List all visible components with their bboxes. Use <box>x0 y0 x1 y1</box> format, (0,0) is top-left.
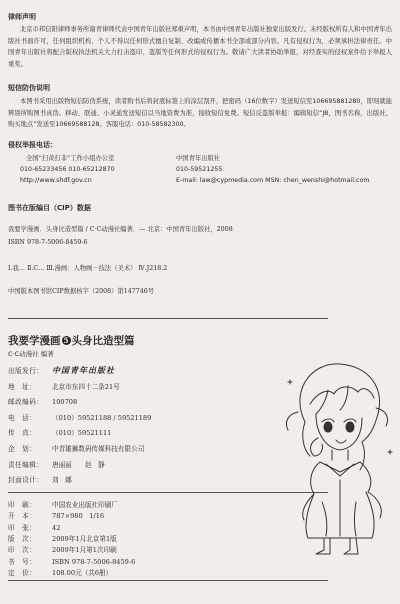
report-org: 全国“扫黄打非”工作小组办公室 <box>26 155 115 162</box>
info-row <box>8 510 104 520</box>
info-value: ISBN 978-7-5006-8459-6 <box>52 557 136 566</box>
book-author: C·C动漫社 编著 <box>8 350 54 358</box>
info-row <box>8 412 151 422</box>
volume-number-badge: 5 <box>62 336 71 345</box>
info-label: 印 张： <box>8 523 37 532</box>
divider <box>8 580 328 581</box>
cip-line4: 中国版本图书馆CIP数据核字（2008）第147746号 <box>8 288 155 295</box>
info-value: 刘 娜 <box>52 476 72 485</box>
book-title-main: 我要学漫画 <box>8 335 61 347</box>
info-label: 传 真： <box>8 429 37 438</box>
info-label: 版 次： <box>8 534 37 543</box>
info-row <box>8 556 135 566</box>
info-row <box>8 396 77 406</box>
info-value: 42 <box>52 523 61 532</box>
info-row <box>8 459 105 469</box>
info-label: 责任编辑： <box>8 460 44 469</box>
info-label: 印 刷： <box>8 501 37 509</box>
anti-fake-heading: 短信防伪说明 <box>8 84 50 92</box>
info-row <box>8 544 117 554</box>
divider <box>8 318 328 319</box>
book-subtitle: 头身比造型篇 <box>71 335 135 347</box>
book-title <box>8 333 135 348</box>
manga-girl-illustration <box>270 352 400 557</box>
info-row <box>8 499 118 509</box>
publisher-name: 中国青年出版社 <box>176 155 221 162</box>
info-value: （010）59521111 <box>52 429 112 438</box>
info-value: 100708 <box>52 398 78 407</box>
legal-text: 北京市邦信阳律师事务所谢青律师代表中国青年出版社郑重声明，本书由中国青年出版社独家出版发行。未经版权所有人和中国青年出版社书面许可，任何组织机构、个人不得以任何形式擅自复制、改编或传播本书全部或部分内容。凡有侵权行为，必须承担法律责任。中国青年出版社将配合版权执法机关大力打击盗印、盗版等任何形式的侵权行为。敬请广大读者协助举报，对经查实的侵权案件给予举报人重奖。 <box>8 26 392 68</box>
cip-line3: Ⅰ.我… Ⅱ.C… Ⅲ.漫画：人物画－技法（美术） Ⅳ.J218.2 <box>8 265 168 272</box>
info-row <box>8 567 112 577</box>
info-row <box>8 443 144 453</box>
info-label: 书 号： <box>8 557 37 566</box>
info-label: 邮政编码： <box>8 398 44 407</box>
info-value: （010）59521188 / 59521189 <box>52 413 152 422</box>
info-value: 中青雄狮数码传媒科技有限公司 <box>52 445 145 453</box>
info-value: 中国青年出版社 <box>52 365 115 375</box>
info-row <box>8 522 60 532</box>
cip-isbn: ISBN 978-7-5006-8459-6 <box>8 239 88 246</box>
legal-heading: 律师声明 <box>8 13 36 21</box>
report-url[interactable]: http://www.shdf.gov.cn <box>20 177 92 184</box>
publisher-phone: 010-59521255 <box>176 166 223 173</box>
info-label: 定 价： <box>8 568 37 577</box>
info-label: 地 址： <box>8 382 37 391</box>
report-phone: 010-65233456 010-65212870 <box>20 166 115 173</box>
info-value: 2009年1月北京第1版 <box>52 534 117 543</box>
info-value: 中国农业出版社印刷厂 <box>52 501 118 509</box>
info-row <box>8 427 111 437</box>
report-heading: 侵权举报电话： <box>8 141 57 149</box>
info-row <box>8 474 72 484</box>
info-value: 787×980 1/16 <box>52 512 105 521</box>
info-value: 108.00元（共6册） <box>52 568 113 577</box>
info-label: 电 话： <box>8 413 37 422</box>
info-value: 唐丽丽 赵 静 <box>52 460 105 469</box>
info-row <box>8 381 120 391</box>
info-label: 出版发行： <box>8 367 44 375</box>
info-value: 2009年1月第1次印刷 <box>52 546 117 555</box>
info-label: 印 次： <box>8 546 37 555</box>
cip-heading: 图书在版编目（CIP）数据 <box>8 204 91 212</box>
info-value: 北京市东四十二条21号 <box>52 382 120 391</box>
cip-line1: 我要学漫画．头身比造型篇 / C·C动漫社编著．— 北京：中国青年出版社，2008 <box>8 226 233 233</box>
info-label: 企 划： <box>8 445 37 453</box>
info-row <box>8 365 115 376</box>
anti-fake-text: 本图书采用出版物短信防伪系统，读者购书后将封底标签上的涂层刮开，把密码（16位数字）发送短信至106695881280，即刻就能辨别所购图书真伪。移动、联通、小灵通发送短信以当地资费为准，接收短信免费。短信反盗版举报：编辑短信“JB，图书名称，出版社，购买地点”发送至10669588128。客服电话：010-58582300。 <box>8 98 392 128</box>
publisher-contacts[interactable]: E-mail: law@cypmedia.com MSN: chen_wenshi@hotmail.com <box>176 177 370 184</box>
info-label: 开 本： <box>8 512 37 521</box>
info-label: 封面设计： <box>8 476 44 485</box>
info-row <box>8 533 117 543</box>
